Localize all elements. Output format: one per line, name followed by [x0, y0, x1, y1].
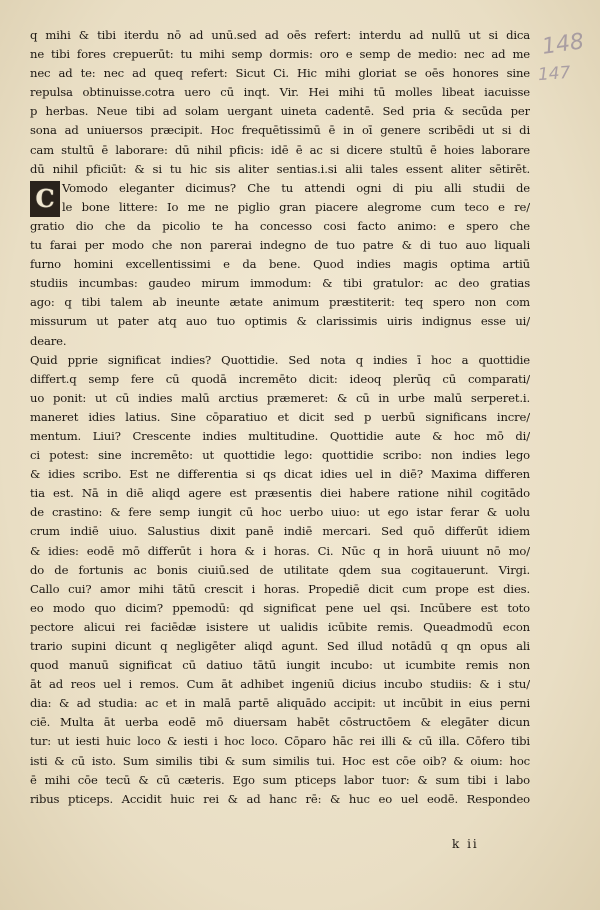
text-line: de crastino: & fere semp iungit cū hoc uerbo uiuo: ut ego istar ferar & uolu: [30, 505, 530, 520]
text-line: do de fortunis ac bonis ciuiū.sed de utilitate qdem sua cogitauerunt. Virgi.: [30, 562, 530, 577]
initial-paragraph: [30, 179, 530, 217]
text-line: ago: q tibi talem ab ineunte ætate animum præstiterit: teq spero non com: [30, 295, 530, 310]
text-line: le bone littere: Io me ne piglio gran piacere alegrome cum teco e re/: [62, 199, 530, 214]
text-line: nec ad te: nec ad queq refert: Sicut Ci. Hic mihi gloriat se oēs honores sine: [30, 66, 530, 81]
body-text: [30, 26, 530, 809]
text-line: Vomodo eleganter dicimus? Che tu attendi ogni di piu alli studii de: [62, 180, 530, 195]
decorated-initial: [30, 181, 60, 217]
text-line: uo ponit: ut cū indies malū arctius præmeret: & cū in urbe malū serperet.i.: [30, 390, 530, 405]
text-line: trario supini dicunt q negligēter aliqd agunt. Sed illud notādū q qn opus ali: [30, 639, 530, 653]
text-line: eo modo quo dicim? ppemodū: qd significat pene uel qsi. Incūbere est toto: [30, 600, 530, 615]
text-line: tu farai per modo che non parerai indegno de tuo patre & di tuo auo liquali: [30, 238, 530, 253]
text-line: ē mihi cōe tecū & cū cæteris. Ego sum pticeps labor tuor: & sum tibi i labo: [30, 772, 530, 787]
text-line: sona ad uniuersos præcipit. Hoc frequētissimū ē in oī genere scribēdi ut si di: [30, 123, 530, 138]
text-line: quod manuū significat cū datiuo tātū iungit incubo: ut icumbite remis non: [30, 658, 530, 673]
text-line: ciē. Multa āt uerba eodē mō diuersam habēt cōstructōem & elegāter dicun: [30, 715, 530, 730]
margin-note-upper: 148: [540, 29, 586, 60]
margin-note-lower: 147: [536, 62, 571, 86]
text-line: gratio dio che da picolio te ha concesso cosi facto animo: e spero che: [30, 218, 530, 233]
text-line: Callo cui? amor mihi tātū crescit i horas. Propediē dicit cum prope est dies.: [30, 581, 530, 596]
text-line: ribus pticeps. Accidit huic rei & ad hanc rē: & huc eo uel eodē. Respondeo: [30, 791, 530, 806]
text-line: p herbas. Neue tibi ad solam uergant uineta cadentē. Sed pria & secūda per: [30, 104, 530, 119]
text-line: & idies: eodē mō differūt i hora & i horas. Ci. Nūc q in horā uiuunt nō mo/: [30, 543, 530, 558]
text-line: furno homini excellentissimi e da bene. Quod indies magis optima artiū: [30, 257, 530, 272]
text-line: differt.q semp fere cū quodā incremēto dicit: ideoq plerūq cū comparati/: [30, 371, 530, 386]
text-line: mentum. Liui? Crescente indies multitudine. Quottidie aute & hoc mō di/: [30, 428, 530, 443]
text-line: pectore alicui rei faciēdæ isistere ut ualidis icūbite remis. Queadmodū econ: [30, 619, 530, 634]
text-line: missurum ut pater atq auo tuo optimis & clarissimis uiris indignus esse ui/: [30, 314, 530, 329]
text-line: dū nihil pficiūt: & si tu hic sis aliter sentias.i.si alii tales essent aliter sētirēt.: [30, 161, 530, 176]
text-line: Quid pprie significat indies? Quottidie. Sed nota q indies ī hoc a quottidie: [30, 352, 530, 367]
text-line: q mihi & tibi iterdu nō ad unū.sed ad oēs refert: interdu ad nullū ut si dica: [30, 28, 530, 42]
text-line: ci potest: sine incremēto: ut quottidie lego: quottidie scribo: non indies lego: [30, 448, 530, 463]
text-line: tur: ut iesti huic loco & iesti i hoc loco. Cōparo hāc rei illi & cū illa. Cōfero tibi: [30, 734, 530, 749]
initial-letter: C: [35, 183, 55, 213]
text-line: crum indiē uiuo. Salustius dixit panē indiē mercari. Sed quō differūt idiem: [30, 524, 530, 539]
text-line: & idies scribo. Est ne differentia si qs dicat idies uel in diē? Maxima differen: [30, 467, 530, 482]
text-line: deare.: [30, 333, 67, 348]
text-line: repulsa obtinuisse.cotra uero cū inqt. Vir. Hei mihi tū molles libeat iacuisse: [30, 85, 530, 100]
text-line: cam stultū ē laborare: dū nihil pficis: idē ē ac si dicere stultū ē hoies laborare: [30, 142, 530, 157]
text-line: dia: & ad studia: ac et in malā partē aliquādo accipit: ut incūbit in eius perni: [30, 696, 530, 711]
text-line: isti & cū isto. Sum similis tibi & sum similis tui. Hoc est cōe oib? & oium: hoc: [30, 753, 530, 768]
text-line: maneret idies latius. Sine cōparatiuo et dicit sed p uerbū significans incre/: [30, 409, 530, 424]
text-line: ne tibi fores crepuerūt: tu mihi semp dormis: oro e semp de medio: nec ad me: [30, 47, 530, 62]
text-line: āt ad reos uel i remos. Cum āt adhibet ingeniū dicius incubo studiis: & i stu/: [30, 677, 530, 692]
signature-mark: k ii: [452, 837, 479, 851]
text-line: studiis incumbas: gaudeo mirum immodum: & tibi gratulor: ac deo gratias: [30, 276, 530, 291]
text-line: tia est. Nā in diē aliqd agere est præsentis diei habere ratione nihil cogitādo: [30, 486, 530, 501]
